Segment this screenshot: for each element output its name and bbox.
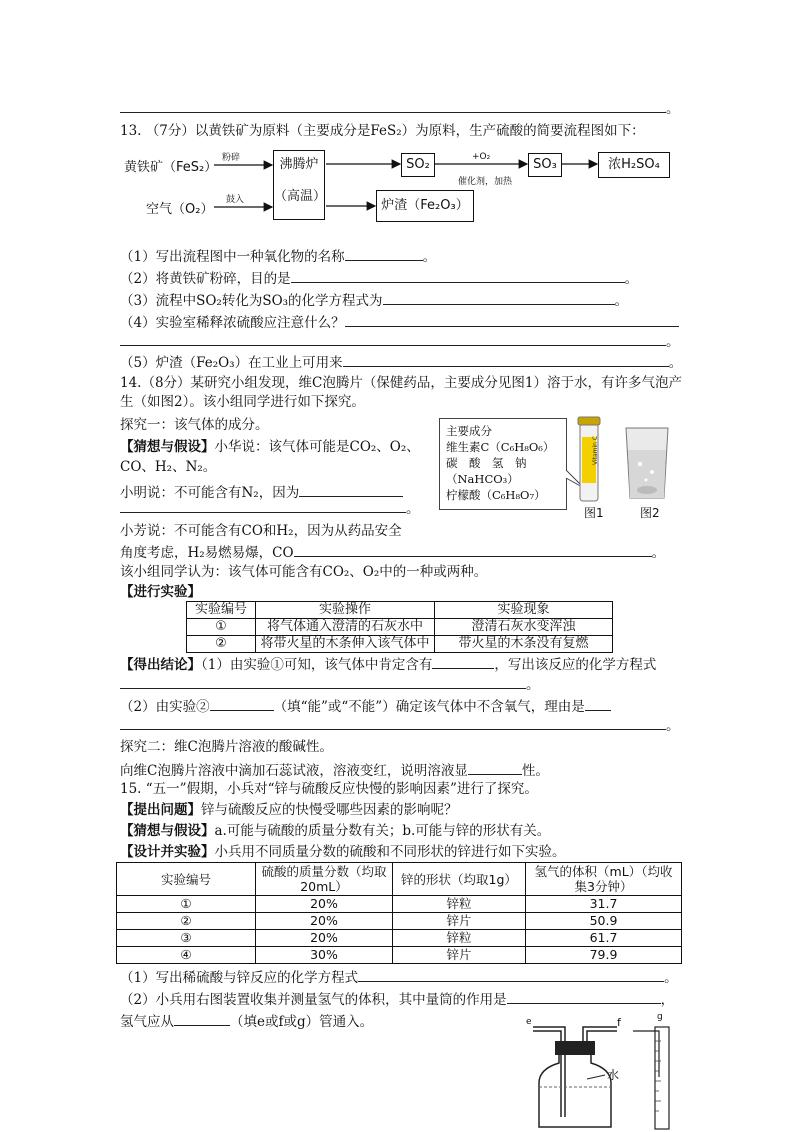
period: 。 <box>666 718 680 734</box>
q14-hyp-a: 小华说：该气体可能是CO₂、O₂、 <box>214 439 420 455</box>
q14-conc1b-text: ，写出该反应的化学方程式 <box>494 657 657 673</box>
table-cell: 锌片 <box>393 913 526 930</box>
q13-1-text: （1）写出流程图中一种氧化物的名称 <box>120 249 345 265</box>
table-row <box>117 930 682 947</box>
q14-conc2b-text: （填“能”或“不能”）确定该气体中不含氧气，理由是 <box>273 699 585 715</box>
table-cell: 将带火星的木条伸入该气体中 <box>256 636 435 653</box>
table-cell: 锌粒 <box>393 930 526 947</box>
table-header: 锌的形状（均取1g） <box>393 863 526 896</box>
q14-ming <box>120 482 403 502</box>
ingredient-nahco3: 碳 酸 氢 钠 <box>446 456 527 470</box>
section-tag: 【得出结论】 <box>120 657 201 673</box>
table-cell: 50.9 <box>526 913 682 930</box>
q15-design-text: 小兵用不同质量分数的硫酸和不同形状的锌进行如下实验。 <box>214 844 566 860</box>
q14-hyp-b: CO、H₂、N₂。 <box>120 459 217 475</box>
flow-blow-label: 鼓入 <box>226 195 245 205</box>
q13-1 <box>120 246 436 266</box>
q13-2 <box>120 268 638 288</box>
table-row <box>117 947 682 964</box>
answer-blank[interactable] <box>345 246 423 261</box>
q14-hyp <box>120 438 420 456</box>
q14-conc2a-text: （2）由实验② <box>120 699 210 715</box>
table-header-row <box>117 863 682 896</box>
q14-line1: 14.（8分）某研究小组发现，维C泡腾片（保健药品，主要成分见图1）溶于水，有许多气泡产 <box>120 375 682 391</box>
answer-blank[interactable] <box>299 482 403 497</box>
flow-so2: SO₂ <box>406 157 430 172</box>
flow-h2so4: 浓H₂SO₄ <box>608 157 660 172</box>
flow-crush-label: 粉碎 <box>222 153 241 163</box>
q15-design <box>120 843 566 861</box>
q14-litmus-text: 向维C泡腾片溶液中滴加石蕊试液，溶液变红，说明溶液显 <box>120 763 468 779</box>
flow-furnace-sub: （高温） <box>274 189 327 204</box>
q13-intro: 13. （7分）以黄铁矿为原料（主要成分是FeS₂）为原料，生产硫酸的简要流程图如下： <box>120 123 645 139</box>
q15-2: （2）小兵用右图装置收集并测量氢气的体积，其中量筒的作用是 ， <box>120 989 674 1009</box>
svg-text:Vitamin C: Vitamin C <box>592 435 599 465</box>
table-header: 实验现象 <box>435 602 613 619</box>
flow-so3: SO₃ <box>533 157 557 172</box>
table-header: 实验操作 <box>256 602 435 619</box>
table-cell: 锌片 <box>393 947 526 964</box>
flow-furnace: 沸腾炉 <box>279 157 319 172</box>
ingredient-vc: 维生素C（C₆H₈O₆） <box>446 440 555 454</box>
apparatus-label-f: f <box>617 1016 621 1029</box>
table-cell: ② <box>187 636 256 653</box>
q14-group: 该小组同学认为：该气体可能含有CO₂、O₂中的一种或两种。 <box>120 564 488 580</box>
flow-pyrite: 黄铁矿（FeS₂） <box>124 160 218 175</box>
table-header: 实验编号 <box>187 602 256 619</box>
q13-5 <box>120 352 682 372</box>
period: 。 <box>651 545 666 561</box>
q14-litmus <box>120 760 549 780</box>
q15-2b <box>120 1011 373 1031</box>
answer-blank[interactable] <box>291 268 625 283</box>
q14-fang2-text: 角度考虑，H₂易燃易爆，CO <box>120 545 294 561</box>
flow-o2-label: +O₂ <box>472 152 491 162</box>
answer-blank[interactable] <box>210 696 274 711</box>
fig1-caption: 图1 <box>584 506 604 520</box>
flow-arrows <box>0 0 800 240</box>
q14-ming-text: 小明说：不可能含有N₂，因为 <box>120 485 300 501</box>
fig2-caption: 图2 <box>640 506 660 520</box>
answer-blank[interactable] <box>432 654 494 669</box>
section-tag: 【提出问题】 <box>120 802 201 818</box>
q14-table <box>186 601 613 653</box>
period: 。 <box>666 101 680 117</box>
q14-litmus-end: 性。 <box>521 763 549 779</box>
flow-slag: 炉渣（Fe₂O₃） <box>381 198 469 213</box>
table-header: 实验编号 <box>117 863 256 896</box>
q15-1-text: （1）写出稀硫酸与锌反应的化学方程式 <box>120 970 359 986</box>
table-row <box>187 636 613 653</box>
table-cell: 20% <box>256 913 393 930</box>
answer-blank[interactable] <box>294 542 652 557</box>
table-header-row <box>187 602 613 619</box>
period: 。 <box>614 293 629 309</box>
section-tag: 【猜想与假设】 <box>120 823 215 839</box>
table-cell: 61.7 <box>526 930 682 947</box>
answer-blank[interactable] <box>383 290 615 305</box>
answer-blank[interactable] <box>345 312 679 327</box>
period: 。 <box>666 334 680 350</box>
q15-ask-text: 锌与硫酸反应的快慢受哪些因素的影响呢？ <box>201 802 458 818</box>
table-cell: ② <box>117 913 256 930</box>
ingredients-box <box>439 418 567 510</box>
q15-2c-text: （填e或f或g）管通入。 <box>230 1014 374 1030</box>
q15-ask <box>120 801 458 819</box>
q15-hyp-text: a.可能与硫酸的质量分数有关；b.可能与锌的形状有关。 <box>214 823 551 839</box>
answer-line[interactable] <box>120 688 526 689</box>
q14-explore2: 探究二：维C泡腾片溶液的酸碱性。 <box>120 739 333 755</box>
table-cell: 将气体通入澄清的石灰水中 <box>256 619 435 636</box>
section-tag: 【进行实验】 <box>120 584 201 600</box>
answer-blank[interactable] <box>174 1011 230 1026</box>
period: 。 <box>422 249 437 265</box>
q13-4-text: （4）实验室稀释浓硫酸应注意什么？ <box>120 315 345 331</box>
ingredient-nahco3-formula: （NaHCO₃） <box>446 472 519 486</box>
table-cell: ① <box>187 619 256 636</box>
answer-blank[interactable] <box>507 989 661 1004</box>
flow-catalyst-label: 催化剂，加热 <box>458 177 513 187</box>
table-cell: 锌粒 <box>393 896 526 913</box>
table-header: 氢气的体积（mL）（均收集3分钟） <box>526 863 682 896</box>
table-cell: 30% <box>256 947 393 964</box>
answer-line[interactable] <box>120 345 666 346</box>
apparatus-label-water: 水 <box>607 1068 620 1082</box>
table-row <box>187 619 613 636</box>
period: 。 <box>526 677 540 693</box>
table-cell: ③ <box>117 930 256 947</box>
q14-line2: 生（如图2）。该小组同学进行如下探究。 <box>120 394 365 410</box>
table-cell: ④ <box>117 947 256 964</box>
q14-fang2 <box>120 542 665 562</box>
q13-3-text: （3）流程中SO₂转化为SO₃的化学方程式为 <box>120 293 383 309</box>
q13-2-text: （2）将黄铁矿粉碎，目的是 <box>120 271 291 287</box>
q15-line1: 15. “五一”假期，小兵对“锌与硫酸反应快慢的影响因素”进行了探究。 <box>120 781 538 797</box>
q14-explore1: 探究一：该气体的成分。 <box>120 417 269 433</box>
table-cell: 20% <box>256 930 393 947</box>
section-tag: 【猜想与假设】 <box>120 439 215 455</box>
period: 。 <box>406 501 420 517</box>
answer-blank[interactable] <box>468 760 522 775</box>
table-cell: 20% <box>256 896 393 913</box>
q14-conc2 <box>120 696 611 716</box>
effervescent-tube-image <box>570 415 610 505</box>
ingredient-citric: 柠檬酸（C₆H₈O₇） <box>446 488 546 502</box>
ingredients-title: 主要成分 <box>446 424 492 438</box>
period: 。 <box>668 355 683 371</box>
apparatus-label-e: e <box>526 1017 532 1027</box>
table-header: 硫酸的质量分数（均取20mL） <box>256 863 393 896</box>
answer-line[interactable] <box>120 512 406 513</box>
answer-blank[interactable] <box>585 696 611 711</box>
table-cell: 31.7 <box>526 896 682 913</box>
q15-1 <box>120 967 678 987</box>
beaker-image <box>622 424 672 504</box>
q15-hyp <box>120 822 550 840</box>
table-row <box>117 913 682 930</box>
answer-blank[interactable] <box>343 352 669 367</box>
answer-blank[interactable] <box>358 967 664 982</box>
apparatus-label-g: g <box>657 1012 663 1022</box>
q15-table <box>116 862 682 964</box>
q13-4 <box>120 312 679 332</box>
q15-2a-text: （2）小兵用右图装置收集并测量氢气的体积，其中量筒的作用是 <box>120 992 507 1008</box>
table-cell: 澄清石灰水变浑浊 <box>435 619 613 636</box>
section-tag: 【设计并实验】 <box>120 844 215 860</box>
answer-line[interactable] <box>120 729 666 730</box>
table-cell: ① <box>117 896 256 913</box>
table-row <box>117 896 682 913</box>
period: 。 <box>664 970 678 986</box>
period: 。 <box>624 271 639 287</box>
q15-2b-text: 氢气应从 <box>120 1014 174 1030</box>
table-cell: 带火星的木条没有复燃 <box>435 636 613 653</box>
q13-3 <box>120 290 628 310</box>
q13-5-text: （5）炉渣（Fe₂O₃）在工业上可用来 <box>120 355 343 371</box>
q14-fang1: 小芳说：不可能含有CO和H₂，因为从药品安全 <box>120 523 402 539</box>
q14-conc1 <box>120 654 656 674</box>
flow-air: 空气（O₂） <box>146 202 214 217</box>
table-cell: 79.9 <box>526 947 682 964</box>
q14-conc1-text: （1）由实验①可知，该气体中肯定含有 <box>201 657 433 673</box>
